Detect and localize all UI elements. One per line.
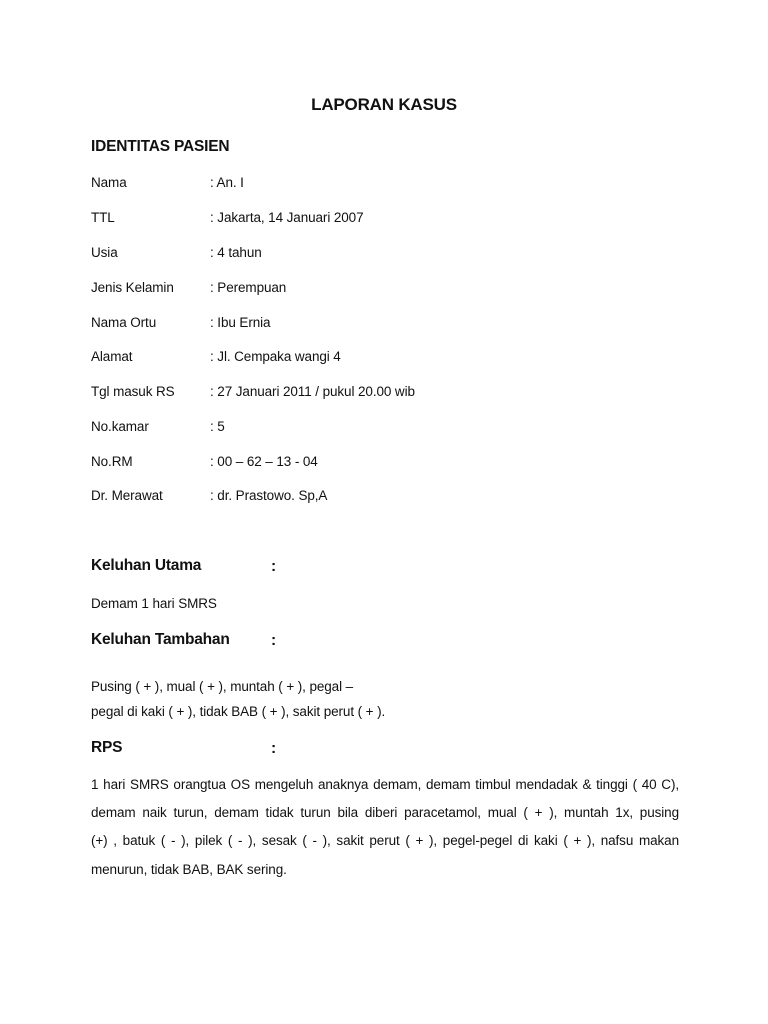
identity-value: : Jakarta, 14 Januari 2007 [210,210,364,225]
identity-row-no-kamar [91,419,691,439]
identity-value: : 00 – 62 – 13 - 04 [210,454,318,469]
identity-row-usia [91,245,691,265]
identity-row-jenis-kelamin [91,280,691,300]
rps-line: 1 hari SMRS orangtua OS mengeluh anaknya demam, demam timbul mendadak & tinggi ( 40 C), [91,777,679,792]
identitas-heading: IDENTITAS PASIEN [91,138,230,155]
identity-row-nama-ortu [91,315,691,335]
rps-line: demam naik turun, demam tidak turun bila diberi paracetamol, mual ( + ), muntah 1x, pusing [91,805,679,820]
keluhan-tambahan-line: Pusing ( + ), mual ( + ), muntah ( + ), pegal – [91,679,354,694]
identity-row-alamat [91,349,691,369]
identity-value: : Jl. Cempaka wangi 4 [210,349,341,364]
identity-value: : An. I [210,175,244,190]
identity-label: Nama Ortu [91,315,157,330]
identity-label: TTL [91,210,115,225]
keluhan-tambahan-heading: Keluhan Tambahan [91,631,230,648]
identity-label: Dr. Merawat [91,488,163,503]
keluhan-utama-heading: Keluhan Utama [91,557,202,574]
identity-label: Nama [91,175,127,190]
document-title: LAPORAN KASUS [311,95,457,114]
identity-row-tgl-masuk [91,384,691,404]
identity-value: : 27 Januari 2011 / pukul 20.00 wib [210,384,415,399]
identity-label: Jenis Kelamin [91,280,174,295]
keluhan-tambahan-colon: : [271,632,277,649]
rps-colon: : [271,740,277,757]
identity-value: : dr. Prastowo. Sp,A [210,488,328,503]
identity-row-nama [91,175,691,195]
identity-value: : 5 [210,419,225,434]
identity-label: Tgl masuk RS [91,384,175,399]
identity-label: Alamat [91,349,133,364]
identity-row-dr-merawat [91,488,691,508]
identity-value: : Ibu Ernia [210,315,271,330]
rps-heading: RPS [91,739,123,756]
identity-value: : Perempuan [210,280,287,295]
keluhan-tambahan-line: pegal di kaki ( + ), tidak BAB ( + ), sakit perut ( + ). [91,704,386,719]
keluhan-utama-colon: : [271,558,277,575]
rps-line: (+) , batuk ( - ), pilek ( - ), sesak ( - ), sakit perut ( + ), pegel-pegel di kaki ( + ), nafsu makan [91,833,679,848]
identity-row-ttl [91,210,691,230]
identity-value: : 4 tahun [210,245,262,260]
keluhan-utama-text: Demam 1 hari SMRS [91,596,217,611]
identity-label: No.RM [91,454,133,469]
identity-label: Usia [91,245,118,260]
identity-label: No.kamar [91,419,149,434]
identity-row-no-rm [91,454,691,474]
rps-line: menurun, tidak BAB, BAK sering. [91,862,287,877]
